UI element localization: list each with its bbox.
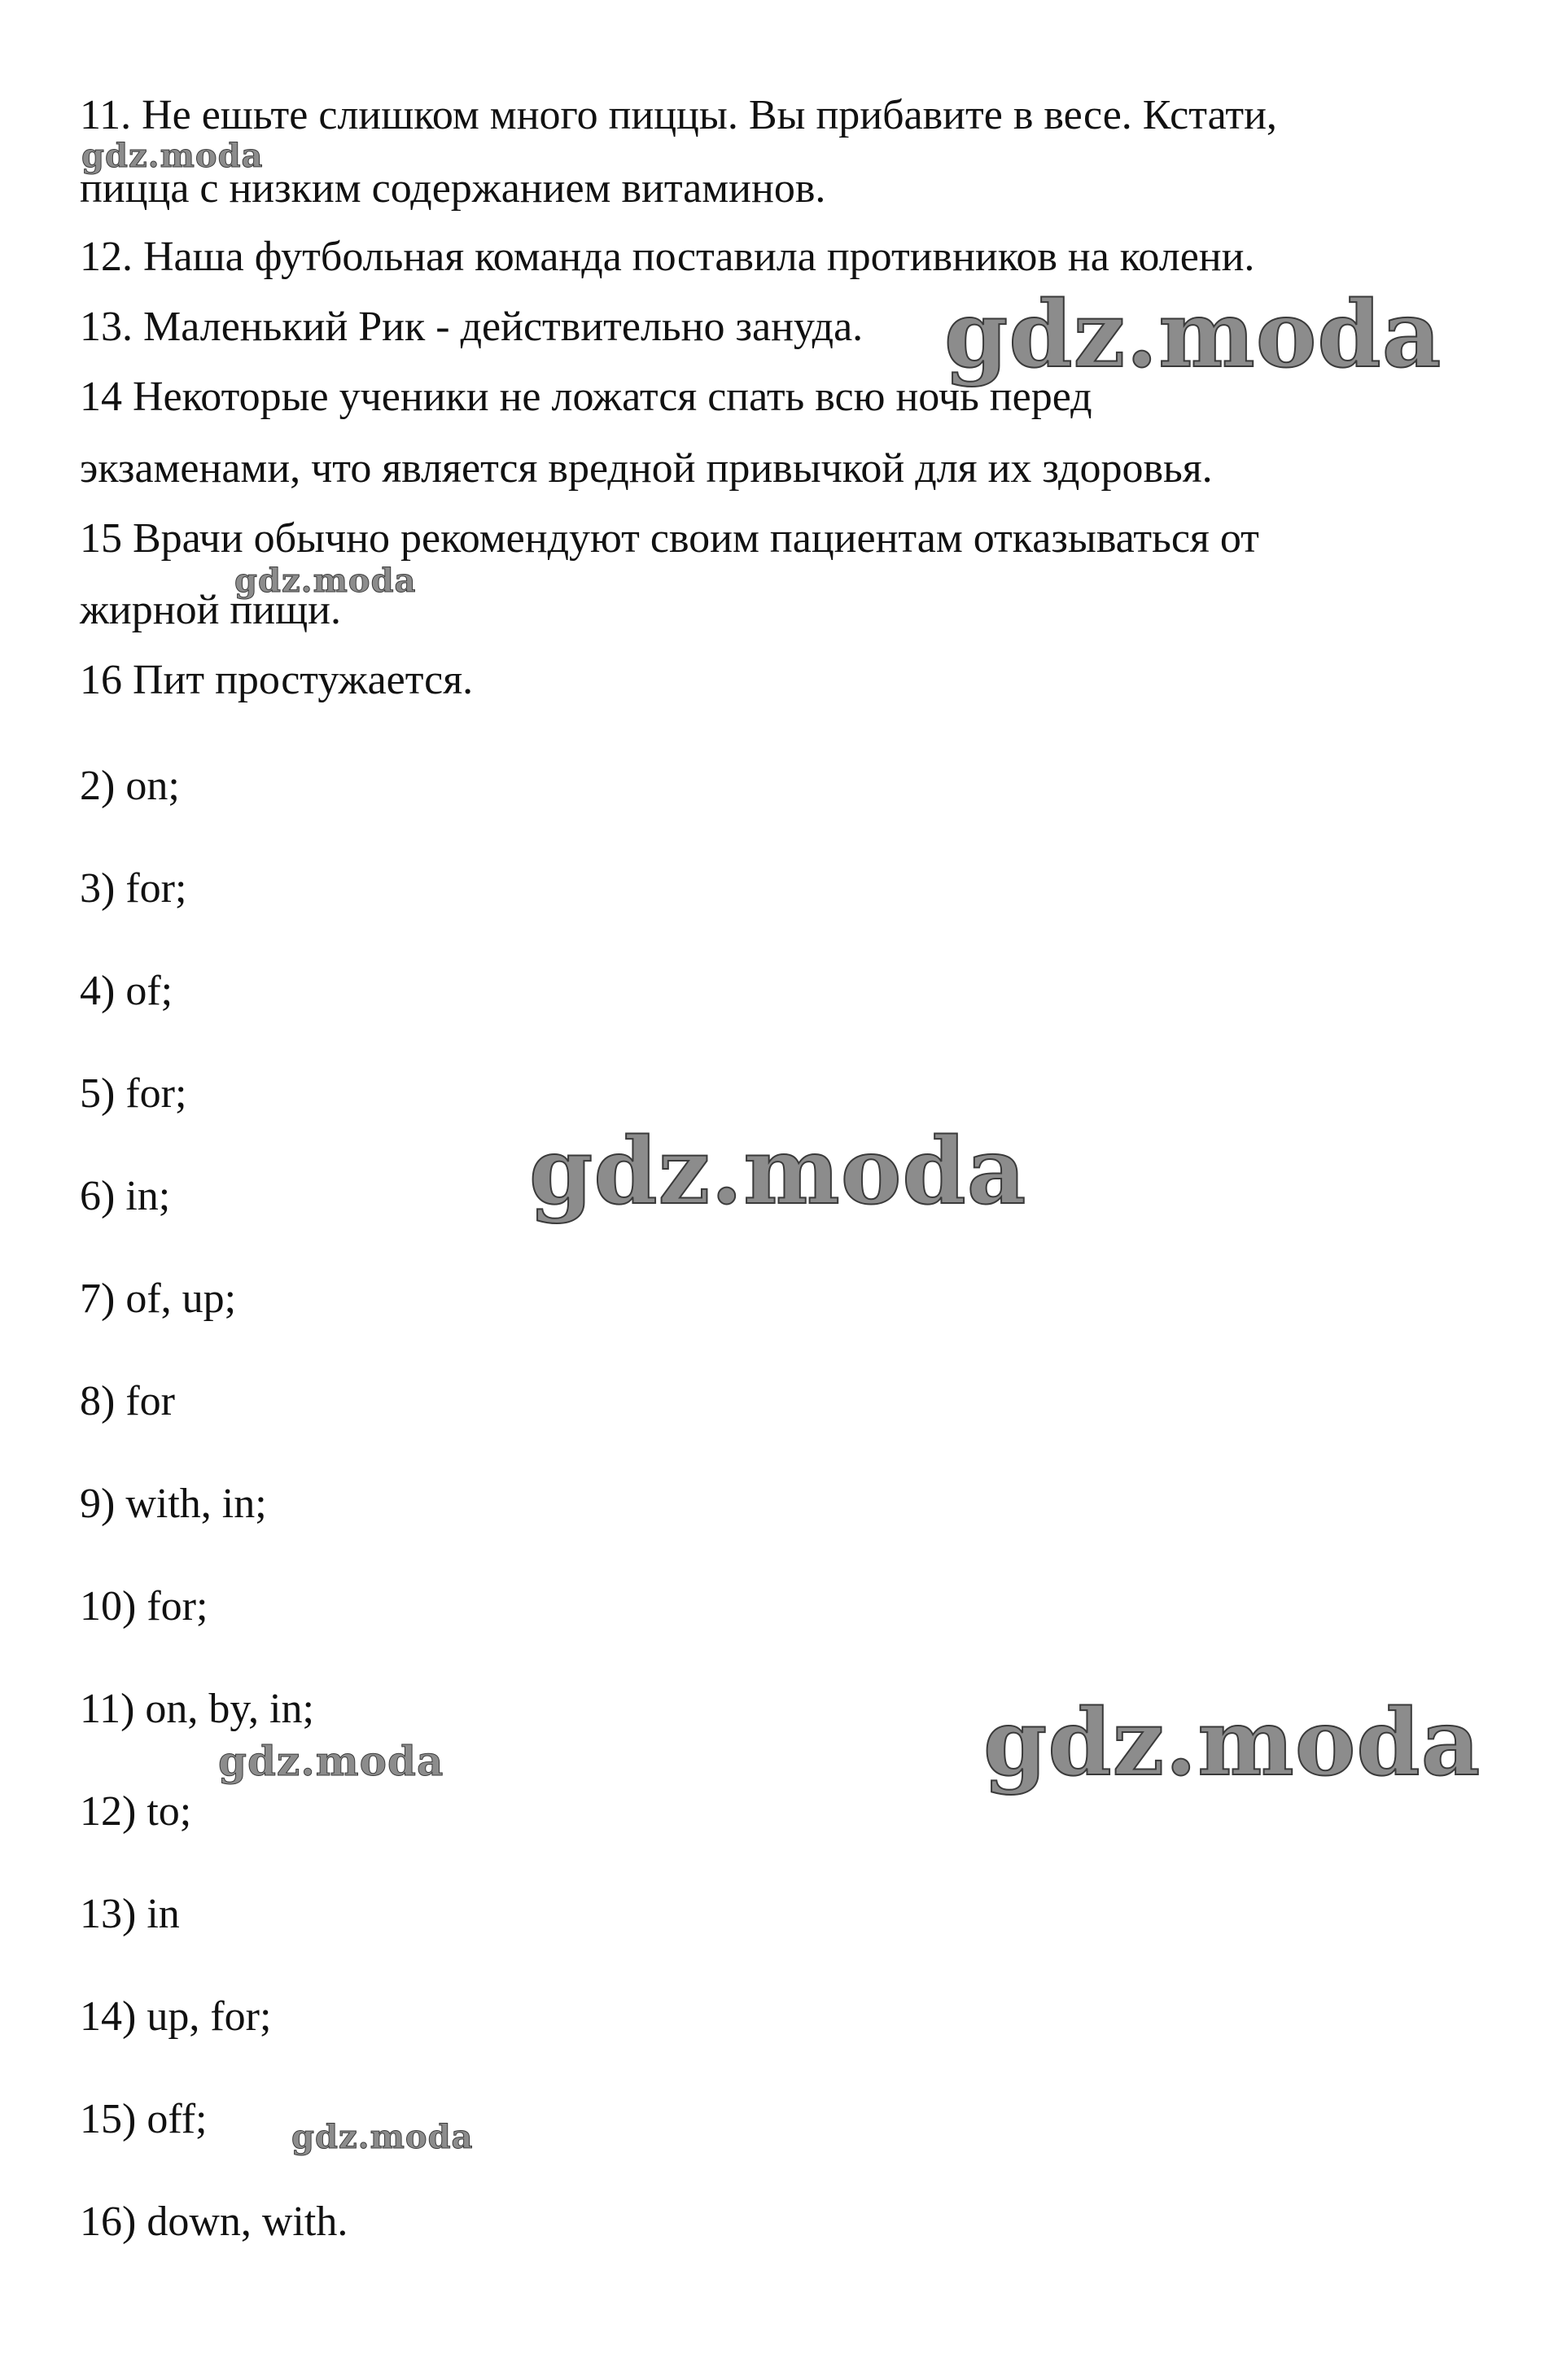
watermark: gdz.moda bbox=[291, 2118, 474, 2156]
answer-line: 2) on; bbox=[80, 763, 180, 809]
answer-line: 6) in; bbox=[80, 1173, 171, 1219]
answer-line: 12) to; bbox=[80, 1788, 192, 1835]
translation-line: пицца с низким содержанием витаминов. bbox=[80, 165, 826, 212]
answer-line: 14) up, for; bbox=[80, 1993, 272, 2040]
answer-line: 15) off; bbox=[80, 2096, 208, 2142]
answer-line: 7) of, up; bbox=[80, 1275, 237, 1322]
answer-line: 10) for; bbox=[80, 1583, 208, 1630]
translation-line: 15 Врачи обычно рекомендуют своим пациентам отказываться от bbox=[80, 515, 1259, 562]
watermark: gdz.moda bbox=[983, 1690, 1481, 1796]
watermark: gdz.moda bbox=[529, 1118, 1027, 1225]
answer-line: 4) of; bbox=[80, 968, 173, 1014]
answer-line: 13) in bbox=[80, 1891, 180, 1937]
translation-line: 12. Наша футбольная команда поставила противников на колени. bbox=[80, 234, 1255, 280]
watermark: gdz.moda bbox=[944, 282, 1442, 388]
translation-line: жирной пищи. bbox=[80, 587, 341, 633]
watermark: gdz.moda bbox=[81, 137, 264, 175]
answer-line: 3) for; bbox=[80, 865, 187, 912]
answer-line: 5) for; bbox=[80, 1070, 187, 1117]
answer-line: 16) down, with. bbox=[80, 2198, 348, 2245]
watermark: gdz.moda bbox=[234, 562, 417, 600]
translation-line: 13. Маленький Рик - действительно зануда. bbox=[80, 304, 864, 350]
answer-line: 9) with, in; bbox=[80, 1481, 267, 1527]
translation-line: 11. Не ешьте слишком много пиццы. Вы прибавите в весе. Кстати, bbox=[80, 92, 1277, 138]
translation-line: экзаменами, что является вредной привычкой для их здоровья. bbox=[80, 445, 1213, 492]
translation-line: 16 Пит простужается. bbox=[80, 657, 474, 703]
watermark: gdz.moda bbox=[218, 1737, 444, 1785]
translation-line: 14 Некоторые ученики не ложатся спать всю ночь перед bbox=[80, 374, 1092, 420]
answer-line: 8) for bbox=[80, 1378, 175, 1424]
answer-line: 11) on, by, in; bbox=[80, 1686, 314, 1732]
